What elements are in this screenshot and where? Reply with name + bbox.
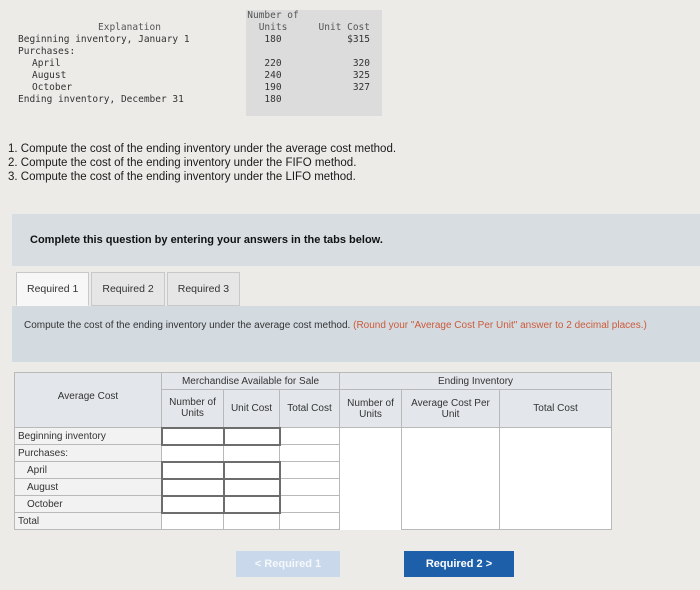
tab-required-3[interactable]: Required 3 [167,272,240,306]
cell-october-total [280,496,340,513]
col-ending-units: Number of Units [340,390,402,428]
header-units: Units [258,22,288,33]
row-label: Beginning inventory, January 1 [18,34,190,45]
prompt-text: Compute the cost of the ending inventory under the average cost method. [24,320,351,331]
cell-ending-total [500,428,612,530]
next-required-button[interactable]: Required 2 > [404,551,514,577]
instruction-1: 1. Compute the cost of the ending inventory under the average cost method. [8,143,397,155]
row-units: 190 [264,82,282,93]
requirement-prompt [12,306,700,362]
input-april-units[interactable] [162,462,224,479]
group-merchandise: Merchandise Available for Sale [162,373,340,390]
cell-purchases-cost [224,445,280,462]
header-unit-cost: Unit Cost [318,22,370,33]
input-august-units[interactable] [162,479,224,496]
row-august: August [15,479,162,496]
input-april-unit-cost[interactable] [224,462,280,479]
row-total: Total [15,513,162,530]
cell-average-cost [402,428,500,530]
instructions [8,142,396,184]
instruction-3: 3. Compute the cost of the ending inventory under the LIFO method. [8,171,356,183]
cell-beginning-total [280,428,340,445]
col-ending-total: Total Cost [500,390,612,428]
cell-april-total [280,462,340,479]
row-units: 180 [264,94,282,105]
cell-total-cost [224,513,280,530]
tab-required-2[interactable]: Required 2 [91,272,164,306]
requirement-tabs [16,272,242,306]
row-cost: 325 [352,70,370,81]
row-units: 220 [264,58,282,69]
input-beginning-unit-cost[interactable] [224,428,280,445]
cell-total-total [280,513,340,530]
row-label: Ending inventory, December 31 [18,94,184,105]
grid-title: Average Cost [15,373,162,428]
instruction-2: 2. Compute the cost of the ending inventory under the FIFO method. [8,157,357,169]
input-october-units[interactable] [162,496,224,513]
question-banner [12,214,700,266]
cell-total-units [162,513,224,530]
col-average-cost: Average Cost Per Unit [402,390,500,428]
average-cost-grid [14,372,612,530]
row-units: 180 [264,34,282,45]
row-units: 240 [264,70,282,81]
banner-text: Complete this question by entering your answers in the tabs below. [30,234,383,246]
row-cost: 320 [352,58,370,69]
row-label: Purchases: [18,46,76,57]
previous-required-button[interactable]: < Required 1 [236,551,340,577]
cell-ending-units [340,428,402,530]
tab-required-1[interactable]: Required 1 [16,272,89,306]
col-unit-cost: Unit Cost [224,390,280,428]
cell-purchases-total [280,445,340,462]
header-explanation: Explanation [98,22,161,33]
row-april: April [15,462,162,479]
col-number-units: Number of Units [162,390,224,428]
prompt-hint: (Round your "Average Cost Per Unit" answer to 2 decimal places.) [353,320,647,331]
cell-august-total [280,479,340,496]
input-august-unit-cost[interactable] [224,479,280,496]
input-october-unit-cost[interactable] [224,496,280,513]
row-cost: 327 [352,82,370,93]
row-cost: $315 [347,34,370,45]
cell-purchases-units [162,445,224,462]
row-purchases: Purchases: [15,445,162,462]
col-total-cost: Total Cost [280,390,340,428]
row-october: October [15,496,162,513]
row-label: August [32,70,67,81]
group-ending-inventory: Ending Inventory [340,373,612,390]
row-beginning-inventory: Beginning inventory [15,428,162,445]
input-beginning-units[interactable] [162,428,224,445]
row-label: October [32,82,73,93]
header-number-of: Number of [247,10,299,21]
row-label: April [32,58,61,69]
